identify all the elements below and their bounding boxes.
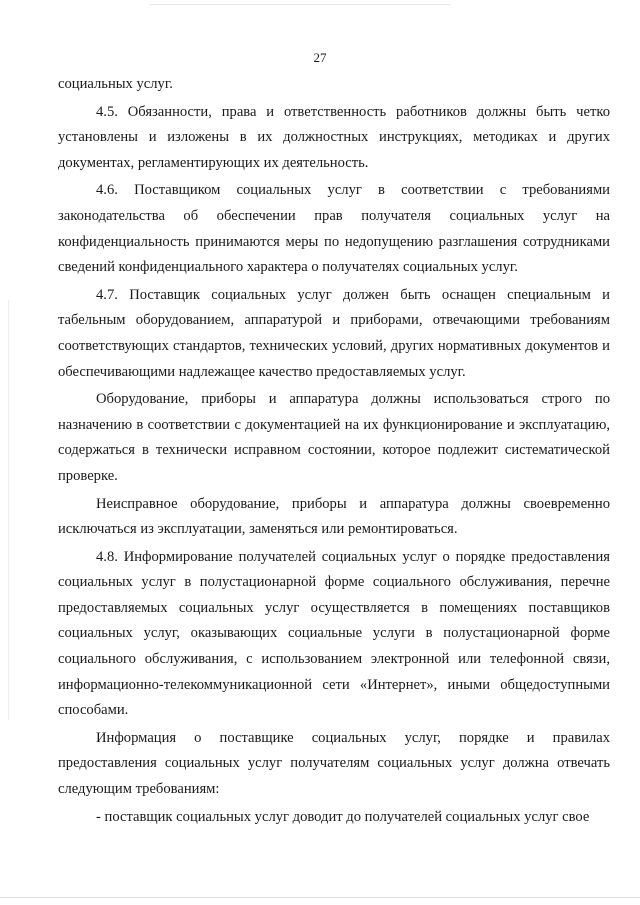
paragraph-information-requirements: Информация о поставщике социальных услуг, порядке и правилах предоставления социальных услуг получателям социальных услуг должна отвечать следующим требованиям: [58, 729, 610, 798]
paragraph-equipment-use: Оборудование, приборы и аппаратура должны использоваться строго по назначению в соответствии с документацией на их функционирование и эксплуатацию, содержаться в технически исправном состоянии, которое подлежит систематической проверке. [58, 391, 610, 484]
paragraph-continuation: социальных услуг. [58, 76, 173, 92]
page-number: 27 [313, 50, 327, 65]
paragraph-4-6: 4.6. Поставщиком социальных услуг в соответствии с требованиями законодательства об обеспечении прав получателя социальных услуг на конфиденциальность принимаются меры по недопущению разглашения сотрудниками сведений конфиденциального характера о получателях социальных услуг. [58, 182, 610, 276]
list-item-provider-duty: - поставщик социальных услуг доводит до получателей социальных услуг свое [96, 808, 590, 825]
paragraph-4-7: 4.7. Поставщик социальных услуг должен быть оснащен специальным и табельным оборудованием, аппаратурой и приборами, отвечающими требованиям соответствующих стандартов, технических условий, других нормативных документов и обеспечивающими надлежащее качество предоставляемых услуг. [58, 286, 610, 380]
paragraph-4-5: 4.5. Обязанности, права и ответственность работников должны быть четко установлены и изложены в их должностных инструкциях, методиках и других документах, регламентирующих их деятельность. [58, 103, 610, 171]
scan-artifact-left [8, 300, 9, 720]
paragraph-4-8: 4.8. Информирование получателей социальных услуг о порядке предоставления социальных услуг в полустационарной форме социального обслуживания, перечне предоставляемых социальных услуг осуществляется в помещениях поставщиков социальных услуг, оказывающих социальные услуги в полустационарной форме социального обслуживания, с использованием электронной или телефонной связи, информационно-телекоммуникационной сети «Интернет», иными общедоступными способами. [58, 548, 610, 719]
scan-artifact-top [150, 4, 450, 5]
page-body [58, 72, 610, 830]
paragraph-faulty-equipment: Неисправное оборудование, приборы и аппаратура должны своевременно исключаться из эксплуатации, заменяться или ремонтироваться. [58, 495, 610, 538]
scan-artifact-bottom [0, 897, 640, 898]
